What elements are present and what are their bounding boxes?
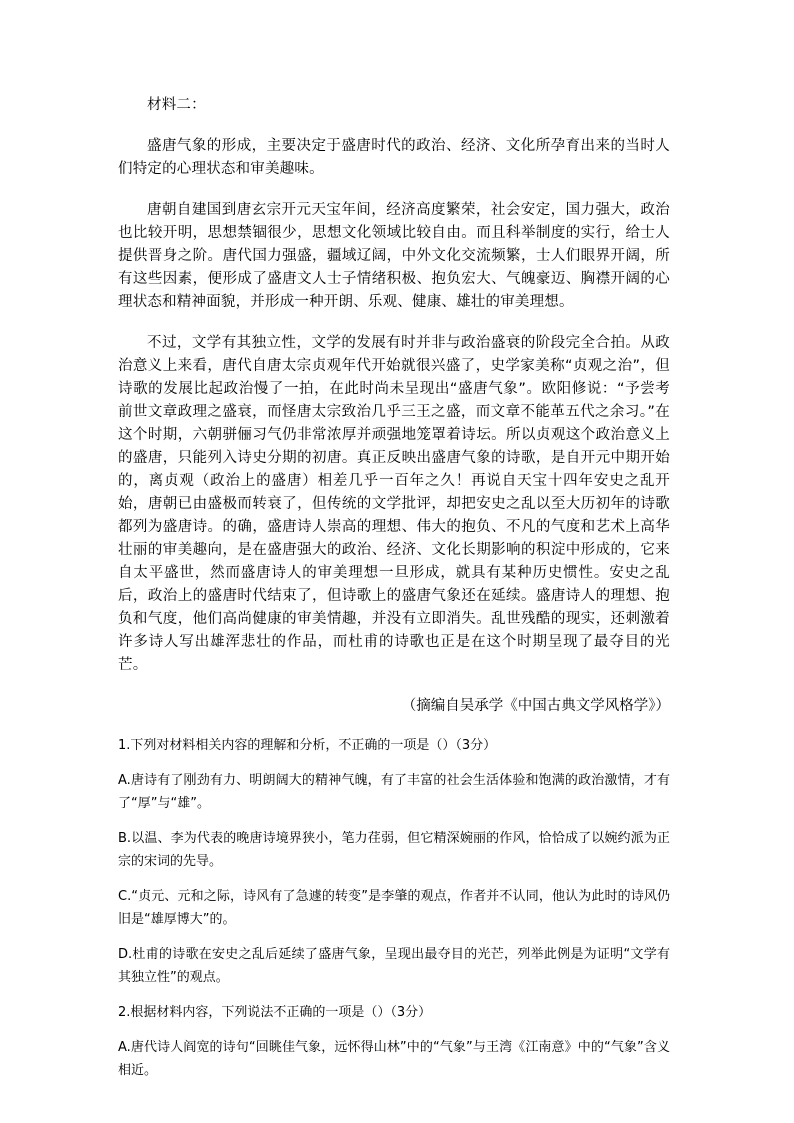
material-heading: 材料二： (147, 97, 206, 113)
question-1-option-a: A.唐诗有了刚劲有力、明朗阔大的精神气魄，有了丰富的社会生活体验和饱满的政治激情，才有了“厚”与“雄”。 (118, 773, 670, 811)
paragraph-3: 不过，文学有其独立性，文学的发展有时并非与政治盛衰的阶段完全合拍。从政治意义上来看，唐代自唐太宗贞观年代开始就很兴盛了，史学家美称“贞观之治”，但诗歌的发展比起政治慢了一拍，在此时尚未呈现出“盛唐气象”。欧阳修说：“予尝考前世文章政理之盛衰，而怪唐太宗致治几乎三王之盛，而文章不能革五代之余习。”在这个时期，六朝骈俪习气仍非常浓厚并顽强地笼罩着诗坛。所以贞观这个政治意义上的盛唐，只能列入诗史分期的初唐。真正反映出盛唐气象的诗歌，是自开元中期开始的，离贞观（政治上的盛唐）相差几乎一百年之久！再说自天宝十四年安史之乱开始，唐朝已由盛极而转衰了，但传统的文学批评，却把安史之乱以至大历初年的诗歌都列为盛唐诗。的确，盛唐诗人崇高的理想、伟大的抱负、不凡的气度和艺术上高华壮丽的审美趣向，是在盛唐强大的政治、经济、文化长期影响的积淀中形成的，它来自太平盛世，然而盛唐诗人的审美理想一旦形成，就具有某种历史惯性。安史之乱后，政治上的盛唐时代结束了，但诗歌上的盛唐气象还在延续。盛唐诗人的理想、抱负和气度，他们高尚健康的审美情趣，并没有立即消失。乱世残酷的现实，还刺激着许多诗人写出雄浑悲壮的作品，而杜甫的诗歌也正是在这个时期呈现了最夺目的光芒。 (118, 335, 670, 673)
question-2-option-a: A.唐代诗人阎宽的诗句“回眺佳气象，远怀得山林”中的“气象”与王湾《江南意》中的“气象”含义相近。 (118, 1040, 670, 1078)
question-1-stem: 1.下列对材料相关内容的理解和分析，不正确的一项是（）（3分） (118, 738, 497, 753)
question-2-stem: 2.根据材料内容，下列说法不正确的一项是（）（3分） (118, 1005, 432, 1020)
question-1-option-d: D.杜甫的诗歌在安史之乱后延续了盛唐气象，呈现出最夺目的光芒，列举此例是为证明“文学有其独立性”的观点。 (118, 947, 670, 985)
source-citation: （摘编自吴承学《中国古典文学风格学》） (401, 698, 670, 714)
document-content (118, 94, 670, 1094)
question-1-option-b: B.以温、李为代表的晚唐诗境界狭小，笔力荏弱，但它精深婉丽的作风，恰恰成了以婉约派为正宗的宋词的先导。 (118, 831, 670, 869)
paragraph-1: 盛唐气象的形成，主要决定于盛唐时代的政治、经济、文化所孕育出来的当时人们特定的心理状态和审美趣味。 (118, 138, 670, 177)
paragraph-2: 唐朝自建国到唐玄宗开元天宝年间，经济高度繁荣，社会安定，国力强大，政治也比较开明，思想禁锢很少，思想文化领域比较自由。而且科举制度的实行，给士人提供晋身之阶。唐代国力强盛，疆域辽阔，中外文化交流频繁，士人们眼界开阔，所有这些因素，便形成了盛唐文人士子情绪积极、抱负宏大、气魄豪迈、胸襟开阔的心理状态和精神面貌，并形成一种开朗、乐观、健康、雄壮的审美理想。 (118, 202, 670, 310)
question-1-option-c: C.“贞元、元和之际，诗风有了急遽的转变”是李肇的观点，作者并不认同，他认为此时的诗风仍旧是“雄厚博大”的。 (118, 889, 670, 927)
